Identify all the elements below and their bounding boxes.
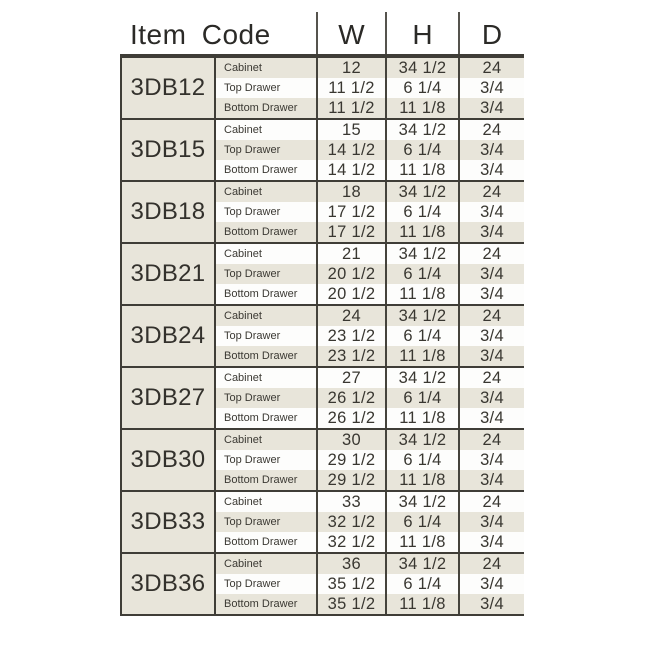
table-row — [216, 58, 524, 78]
cell-h: 6 1/4 — [385, 264, 458, 284]
item-code-cell: 3DB21 — [122, 244, 216, 304]
cell-d: 24 — [458, 554, 524, 574]
item-code-cell: 3DB15 — [122, 120, 216, 180]
row-label: Top Drawer — [224, 454, 281, 466]
cell-w: 26 1/2 — [316, 408, 385, 428]
table-row — [216, 284, 524, 304]
cell-d: 24 — [458, 182, 524, 202]
cell-d: 3/4 — [458, 98, 524, 118]
cell-h: 6 1/4 — [385, 326, 458, 346]
cell-w: 14 1/2 — [316, 140, 385, 160]
cell-h: 11 1/8 — [385, 408, 458, 428]
cell-h: 34 1/2 — [385, 58, 458, 78]
cell-h: 11 1/8 — [385, 346, 458, 366]
row-label: Bottom Drawer — [224, 536, 298, 548]
cell-w: 17 1/2 — [316, 222, 385, 242]
row-label: Top Drawer — [224, 144, 281, 156]
cell-w: 26 1/2 — [316, 388, 385, 408]
header-col-h: H — [385, 12, 458, 54]
table-row — [216, 512, 524, 532]
table-row — [216, 450, 524, 470]
cell-w: 20 1/2 — [316, 264, 385, 284]
cell-d: 3/4 — [458, 160, 524, 180]
header-col-d: D — [458, 12, 524, 54]
header-item-code-label: Item Code — [130, 19, 271, 50]
cell-h: 34 1/2 — [385, 430, 458, 450]
cell-h: 6 1/4 — [385, 512, 458, 532]
group-rows — [216, 492, 524, 552]
header-col-w: W — [316, 12, 385, 54]
row-label: Cabinet — [224, 310, 262, 322]
group-rows — [216, 554, 524, 614]
item-group-3DB24 — [122, 306, 524, 368]
spec-table — [120, 12, 524, 616]
table-row — [216, 326, 524, 346]
group-rows — [216, 430, 524, 490]
cell-d: 3/4 — [458, 574, 524, 594]
row-label: Top Drawer — [224, 268, 281, 280]
cell-w: 29 1/2 — [316, 470, 385, 490]
item-code-cell: 3DB24 — [122, 306, 216, 366]
item-code-cell: 3DB27 — [122, 368, 216, 428]
cell-h: 34 1/2 — [385, 182, 458, 202]
row-label: Bottom Drawer — [224, 350, 298, 362]
row-label: Bottom Drawer — [224, 102, 298, 114]
cell-d: 3/4 — [458, 222, 524, 242]
row-label: Cabinet — [224, 186, 262, 198]
cell-d: 24 — [458, 368, 524, 388]
table-row — [216, 222, 524, 242]
cell-h: 34 1/2 — [385, 120, 458, 140]
cell-w: 35 1/2 — [316, 594, 385, 614]
group-rows — [216, 182, 524, 242]
cell-d: 24 — [458, 244, 524, 264]
cell-w: 15 — [316, 120, 385, 140]
cell-d: 3/4 — [458, 78, 524, 98]
cell-d: 3/4 — [458, 284, 524, 304]
cell-w: 11 1/2 — [316, 98, 385, 118]
group-rows — [216, 306, 524, 366]
item-group-3DB33 — [122, 492, 524, 554]
row-label: Cabinet — [224, 434, 262, 446]
cell-w: 27 — [316, 368, 385, 388]
cell-h: 6 1/4 — [385, 78, 458, 98]
cell-h: 11 1/8 — [385, 160, 458, 180]
row-label: Bottom Drawer — [224, 412, 298, 424]
cell-h: 34 1/2 — [385, 244, 458, 264]
table-row — [216, 98, 524, 118]
cell-d: 24 — [458, 306, 524, 326]
row-label: Top Drawer — [224, 516, 281, 528]
cell-w: 23 1/2 — [316, 326, 385, 346]
cell-w: 14 1/2 — [316, 160, 385, 180]
cell-w: 23 1/2 — [316, 346, 385, 366]
row-label: Bottom Drawer — [224, 226, 298, 238]
cell-h: 6 1/4 — [385, 574, 458, 594]
cell-h: 11 1/8 — [385, 532, 458, 552]
group-rows — [216, 120, 524, 180]
table-row — [216, 244, 524, 264]
item-group-3DB21 — [122, 244, 524, 306]
cell-w: 12 — [316, 58, 385, 78]
cell-d: 3/4 — [458, 450, 524, 470]
cell-d: 3/4 — [458, 346, 524, 366]
table-row — [216, 182, 524, 202]
item-group-3DB36 — [122, 554, 524, 616]
cell-h: 34 1/2 — [385, 554, 458, 574]
cell-w: 33 — [316, 492, 385, 512]
item-group-3DB15 — [122, 120, 524, 182]
table-row — [216, 306, 524, 326]
table-body — [120, 54, 524, 616]
cell-d: 24 — [458, 58, 524, 78]
cell-h: 11 1/8 — [385, 222, 458, 242]
cell-d: 3/4 — [458, 264, 524, 284]
row-label: Cabinet — [224, 248, 262, 260]
cell-w: 30 — [316, 430, 385, 450]
cell-d: 3/4 — [458, 408, 524, 428]
cell-w: 11 1/2 — [316, 78, 385, 98]
item-code-cell: 3DB30 — [122, 430, 216, 490]
item-group-3DB30 — [122, 430, 524, 492]
table-row — [216, 408, 524, 428]
row-label: Cabinet — [224, 124, 262, 136]
item-group-3DB12 — [122, 58, 524, 120]
cell-d: 3/4 — [458, 512, 524, 532]
table-row — [216, 346, 524, 366]
cell-h: 11 1/8 — [385, 284, 458, 304]
cell-h: 6 1/4 — [385, 450, 458, 470]
table-row — [216, 594, 524, 614]
table-row — [216, 430, 524, 450]
cell-d: 3/4 — [458, 532, 524, 552]
item-group-3DB27 — [122, 368, 524, 430]
row-label: Bottom Drawer — [224, 598, 298, 610]
cell-w: 20 1/2 — [316, 284, 385, 304]
cell-d: 24 — [458, 120, 524, 140]
cell-w: 32 1/2 — [316, 512, 385, 532]
cell-w: 21 — [316, 244, 385, 264]
cell-w: 17 1/2 — [316, 202, 385, 222]
table-row — [216, 120, 524, 140]
cell-d: 3/4 — [458, 388, 524, 408]
cell-w: 24 — [316, 306, 385, 326]
row-label: Top Drawer — [224, 330, 281, 342]
row-label: Top Drawer — [224, 206, 281, 218]
table-row — [216, 78, 524, 98]
row-label: Cabinet — [224, 558, 262, 570]
table-row — [216, 264, 524, 284]
table-row — [216, 574, 524, 594]
item-code-cell: 3DB18 — [122, 182, 216, 242]
group-rows — [216, 368, 524, 428]
group-rows — [216, 58, 524, 118]
cell-d: 3/4 — [458, 470, 524, 490]
row-label: Top Drawer — [224, 392, 281, 404]
cell-h: 34 1/2 — [385, 492, 458, 512]
group-rows — [216, 244, 524, 304]
table-row — [216, 160, 524, 180]
table-row — [216, 368, 524, 388]
cell-w: 36 — [316, 554, 385, 574]
item-code-cell: 3DB12 — [122, 58, 216, 118]
row-label: Cabinet — [224, 496, 262, 508]
table-row — [216, 554, 524, 574]
cell-h: 11 1/8 — [385, 98, 458, 118]
cell-d: 24 — [458, 492, 524, 512]
row-label: Cabinet — [224, 372, 262, 384]
cell-w: 18 — [316, 182, 385, 202]
table-row — [216, 388, 524, 408]
row-label: Top Drawer — [224, 82, 281, 94]
cell-d: 3/4 — [458, 594, 524, 614]
row-label: Cabinet — [224, 62, 262, 74]
table-row — [216, 532, 524, 552]
cell-d: 3/4 — [458, 202, 524, 222]
cell-h: 6 1/4 — [385, 388, 458, 408]
cell-w: 35 1/2 — [316, 574, 385, 594]
table-row — [216, 470, 524, 490]
row-label: Bottom Drawer — [224, 288, 298, 300]
table-header — [120, 12, 524, 54]
cell-h: 34 1/2 — [385, 306, 458, 326]
cell-w: 29 1/2 — [316, 450, 385, 470]
table-row — [216, 202, 524, 222]
table-row — [216, 492, 524, 512]
item-code-cell: 3DB36 — [122, 554, 216, 614]
item-group-3DB18 — [122, 182, 524, 244]
cell-h: 34 1/2 — [385, 368, 458, 388]
cell-d: 3/4 — [458, 326, 524, 346]
row-label: Bottom Drawer — [224, 164, 298, 176]
cell-d: 24 — [458, 430, 524, 450]
cell-h: 6 1/4 — [385, 202, 458, 222]
item-code-cell: 3DB33 — [122, 492, 216, 552]
cell-d: 3/4 — [458, 140, 524, 160]
table-row — [216, 140, 524, 160]
cell-h: 11 1/8 — [385, 594, 458, 614]
row-label: Top Drawer — [224, 578, 281, 590]
row-label: Bottom Drawer — [224, 474, 298, 486]
cell-w: 32 1/2 — [316, 532, 385, 552]
cell-h: 6 1/4 — [385, 140, 458, 160]
cell-h: 11 1/8 — [385, 470, 458, 490]
